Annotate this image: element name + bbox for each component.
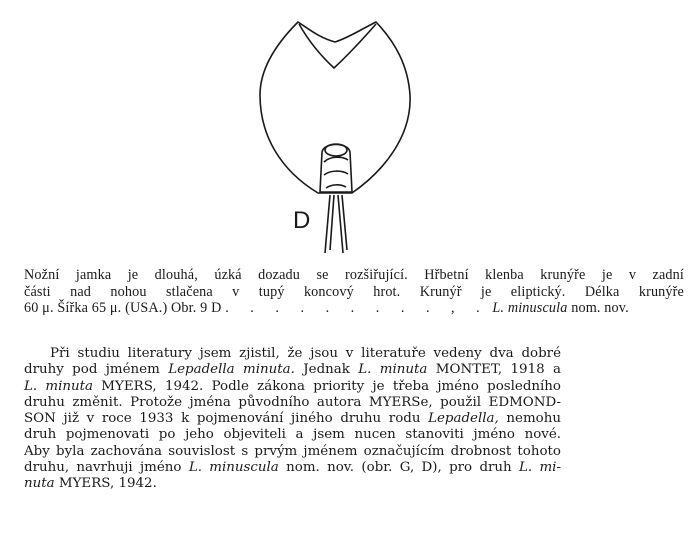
- body-line: Při studiu literatury jsem zjistil, že jsou v literatuře vedeny dva dobré: [50, 346, 561, 361]
- rotifer-illustration: [180, 0, 430, 260]
- body-line: druh pojmenovati po jeho objeviteli a jsem nucen stanoviti jméno nové.: [24, 427, 561, 443]
- body-line: Aby byla zachována souvislost s prvým jménem označujícím drobnost tohoto: [24, 443, 561, 459]
- figure-caption: [24, 267, 684, 317]
- caption-species-name: L. minuscula: [492, 300, 568, 316]
- body-line: SON již v roce 1933 k pojmenování jiného druhu rodu Lepadella, nemohu: [24, 411, 561, 427]
- body-line: druhy pod jménem Lepadella minuta. Jednak L. minuta MONTET, 1918 a: [24, 362, 561, 378]
- body-line: L. minuta MYERS, 1942. Podle zákona priority je třeba jméno posledního: [24, 378, 561, 394]
- caption-measurements: 60 μ. Šířka 65 μ. (USA.) Obr. 9 D: [24, 300, 222, 316]
- caption-leader-dots: . . . . . . . . . , .: [225, 300, 489, 316]
- figure-label: D: [293, 207, 311, 234]
- body-line: druhu, navrhuji jméno L. minuscula nom. nov. (obr. G, D), pro druh L. mi-: [24, 460, 561, 476]
- body-paragraph: [24, 346, 561, 493]
- body-line: nuta MYERS, 1942.: [24, 476, 157, 492]
- body-line: druhu změnit. Protože jména původního autora MYERSe, použil EDMOND-: [24, 394, 561, 410]
- caption-line-2: části nad nohou stlačena v tupý koncový hrot. Krunýř je eliptický. Délka krunýře: [24, 283, 684, 300]
- figure-lorica-drawing: [180, 0, 430, 260]
- caption-line-3: [24, 300, 684, 317]
- caption-line-1: Nožní jamka je dlouhá, úzká dozadu se rozšiřující. Hřbetní klenba krunýře je v zadní: [24, 267, 684, 283]
- caption-nom-nov: nom. nov.: [571, 300, 629, 316]
